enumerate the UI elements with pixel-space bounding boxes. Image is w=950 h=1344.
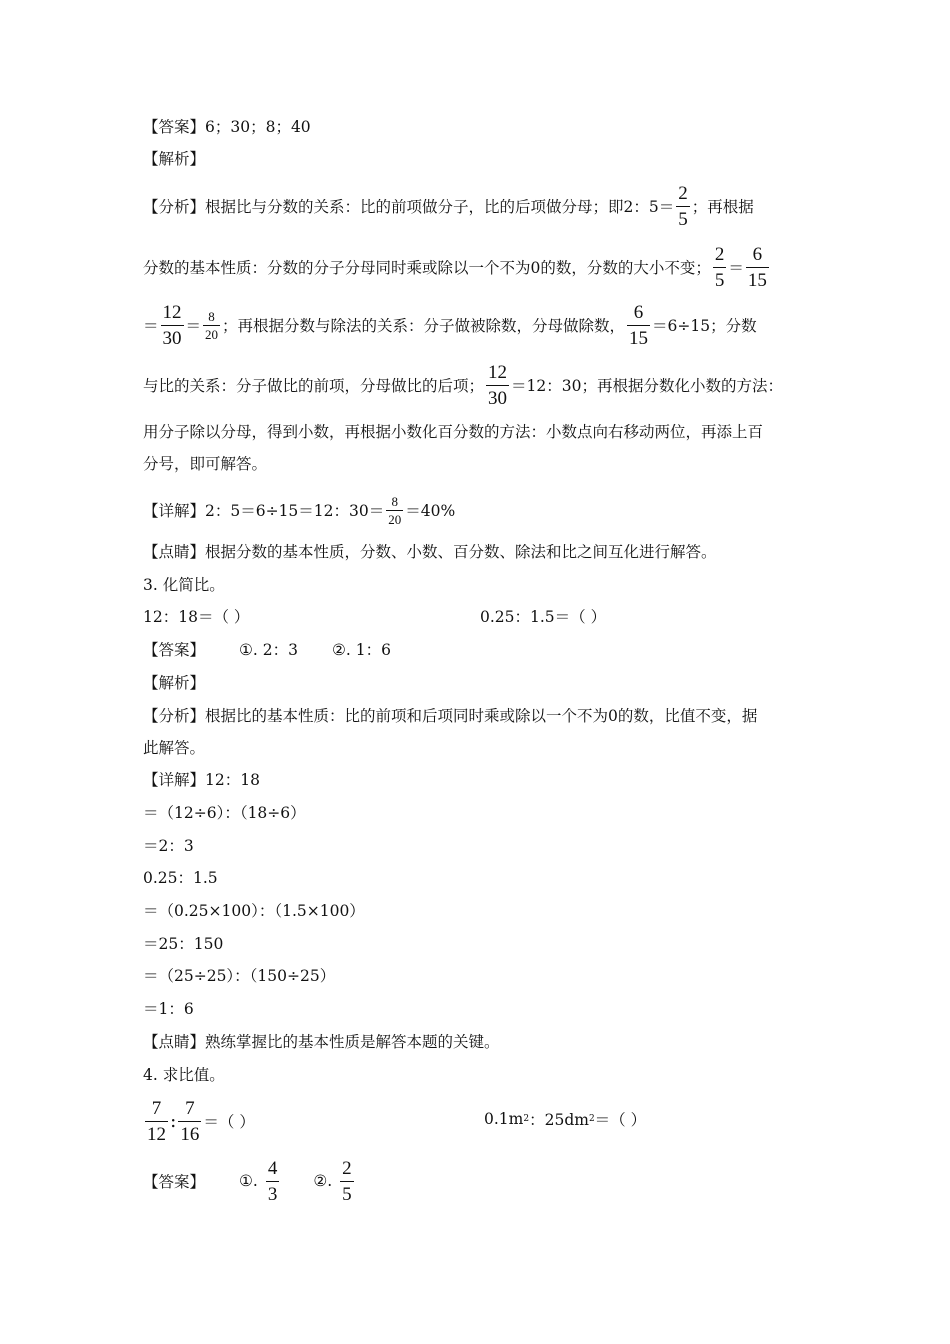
analysis-heading-3: 【解析】 bbox=[143, 674, 206, 692]
analysis-heading-1: 【解析】 bbox=[143, 150, 206, 168]
step-line: ＝2：3 bbox=[143, 837, 194, 855]
question-4-answer: 【答案】 ①. $\frac{4}{3}$ ②. $\frac{2}{5}$ bbox=[143, 1157, 352, 1205]
fraction-8-20: $\frac{8}{20}$ bbox=[388, 493, 402, 527]
step-line: ＝（12÷6）：（18÷6） bbox=[143, 804, 306, 822]
fenxi-line-4: 与比的关系：分子做比的前项，分母做比的后项； $\frac{12}{30}$ ＝12：30；再根据分数化小数的方法： bbox=[143, 361, 783, 409]
answer-line-1: 【答案】6；30；8；40 bbox=[143, 118, 311, 136]
fenxi-line-1: 【分析】根据比与分数的关系：比的前项做分子，比的后项做分母；即2：5＝ $\frac{2}{5}$ ；再根据 bbox=[143, 182, 754, 230]
step-line: ＝（0.25×100）：（1.5×100） bbox=[143, 902, 365, 920]
step-line: 【详解】12：18 bbox=[143, 771, 260, 789]
step-line: ＝25：150 bbox=[143, 935, 224, 953]
fraction-6-15: $\frac{6}{15}$ bbox=[629, 301, 649, 349]
question-4-title: 4. 求比值。 bbox=[143, 1066, 225, 1084]
question-4-right: 0.1m 2 ：25dm 2 ＝（ ） bbox=[484, 1110, 647, 1129]
fraction-12-30: $\frac{12}{30}$ bbox=[162, 301, 182, 349]
question-3-title: 3. 化简比。 bbox=[143, 576, 225, 594]
fraction-8-20: $\frac{8}{20}$ bbox=[205, 308, 219, 342]
fraction-2-5: $\frac{2}{5}$ bbox=[714, 243, 725, 291]
fraction-7-12: $\frac{7}{12}$ bbox=[147, 1097, 166, 1145]
fraction-4-3: $\frac{4}{3}$ bbox=[267, 1157, 278, 1205]
detail-line-1: 【详解】2：5＝6÷15＝12：30＝ $\frac{8}{20}$ ＝40% bbox=[143, 493, 456, 527]
question-3-right: 0.25：1.5＝（ ） bbox=[480, 608, 607, 626]
fenxi-line-3: ＝ $\frac{12}{30}$ ＝ $\frac{8}{20}$ ；再根据分数与除法的关系：分子做被除数，分母做除数， $\frac{6}{15}$ ＝6÷15；分数 bbox=[143, 301, 757, 349]
fraction-2-5: $\frac{2}{5}$ bbox=[678, 182, 688, 230]
fraction-7-16: $\frac{7}{16}$ bbox=[180, 1097, 200, 1145]
step-line: 0.25：1.5 bbox=[143, 869, 218, 887]
question-4-left: $\frac{7}{12}$ : $\frac{7}{16}$ ＝（ ） bbox=[147, 1097, 255, 1145]
fenxi-line-6: 分号，即可解答。 bbox=[143, 455, 268, 473]
step-line: ＝1：6 bbox=[143, 1000, 194, 1018]
fraction-6-15: $\frac{6}{15}$ bbox=[747, 243, 767, 291]
fraction-12-30: $\frac{12}{30}$ bbox=[488, 361, 508, 409]
fraction-2-5: $\frac{2}{5}$ bbox=[342, 1157, 352, 1205]
fenxi-3-line-2: 此解答。 bbox=[143, 739, 206, 757]
fenxi-3-line-1: 【分析】根据比的基本性质：比的前项和后项同时乘或除以一个不为0的数，比值不变，据 bbox=[143, 707, 758, 725]
question-3-answer: 【答案】 ①. 2：3 ②. 1：6 bbox=[143, 641, 391, 659]
step-line: ＝（25÷25）：（150÷25） bbox=[143, 967, 336, 985]
question-3-left: 12：18＝（ ） bbox=[143, 608, 250, 626]
fenxi-line-2: 分数的基本性质：分数的分子分母同时乘或除以一个不为0的数，分数的大小不变； $\frac{2}{5}$ ＝ $\frac{6}{15}$ bbox=[143, 243, 767, 291]
tip-line-3: 【点睛】熟练掌握比的基本性质是解答本题的关键。 bbox=[143, 1033, 500, 1051]
tip-line-1: 【点睛】根据分数的基本性质，分数、小数、百分数、除法和比之间互化进行解答。 bbox=[143, 543, 717, 561]
fenxi-line-5: 用分子除以分母，得到小数，再根据小数化百分数的方法：小数点向右移动两位，再添上百 bbox=[143, 423, 764, 441]
